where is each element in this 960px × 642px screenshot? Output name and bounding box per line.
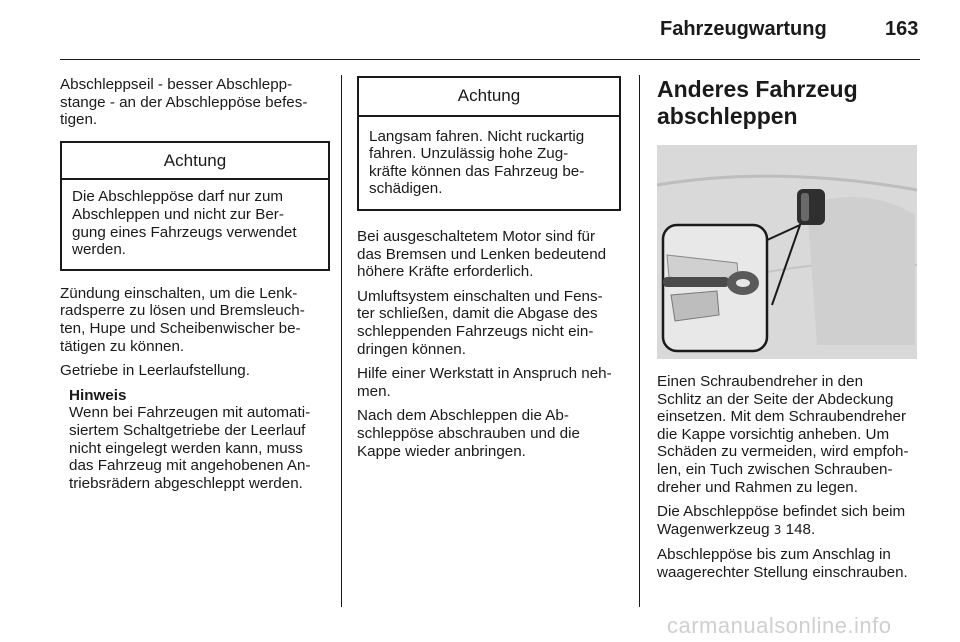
page-number: 163 xyxy=(885,18,919,40)
ignition-paragraph: Zündung einschalten, um die Lenk- radsperre zu lösen und Bremsleuch- ten, Hupe und Scheibenwischer be- tätigen zu können. xyxy=(60,284,305,355)
note-title: Hinweis xyxy=(69,386,127,404)
warning-box-driving xyxy=(357,76,621,211)
tow-eye-figure xyxy=(657,145,917,359)
screw-in-paragraph: Abschleppöse bis zum Anschlag in waagerechter Stellung einschrauben. xyxy=(657,546,908,581)
page-reference-icon[interactable]: 3 xyxy=(773,522,782,537)
page-reference-link[interactable]: 148. xyxy=(781,520,816,538)
warning-box-tow-eye xyxy=(60,141,330,271)
recirculation-paragraph: Umluftsystem einschalten und Fens- ter schließen, damit die Abgase des schleppenden Fahrzeugs nicht ein- dringen können. xyxy=(357,287,603,358)
workshop-paragraph: Hilfe einer Werkstatt in Anspruch neh- men. xyxy=(357,365,612,400)
warning-text: Langsam fahren. Nicht ruckartig fahren. Unzulässig hohe Zug- kräfte können das Fahrzeug be- schädigen. xyxy=(369,127,585,198)
column-1 xyxy=(60,76,330,492)
section-title: Anderes Fahrzeug abschleppen xyxy=(657,76,858,129)
neutral-paragraph: Getriebe in Leerlaufstellung. xyxy=(60,362,250,380)
column-2 xyxy=(357,76,621,467)
warning-title: Achtung xyxy=(62,143,328,181)
screwdriver-paragraph: Einen Schraubendreher in den Schlitz an der Seite der Abdeckung einsetzen. Mit dem Schraubendreher die Kappe vorsichtig anheben. Um Schäden zu vermeiden, wird empfoh- len, ein Tuch zwischen Schrauben- dreher und Rahmen zu legen. xyxy=(657,373,909,496)
note-text: Wenn bei Fahrzeugen mit automati- siertem Schaltgetriebe der Leerlauf nicht eingelegt werden kann, muss das Fahrzeug mit angehobenen An- triebsrädern abgeschleppt werden. xyxy=(69,404,311,492)
header-rule xyxy=(60,59,920,60)
warning-title: Achtung xyxy=(359,78,619,117)
column-divider-right xyxy=(639,75,640,607)
chapter-title: Fahrzeugwartung xyxy=(660,18,827,40)
note-block xyxy=(69,387,330,493)
warning-text: Die Abschleppöse darf nur zum Abschleppen und nicht zur Ber- gung eines Fahrzeugs verwendet werden. xyxy=(72,188,297,259)
tow-eye-location-paragraph: Die Abschleppöse befindet sich beim Wagenwerkzeug 3 148. xyxy=(657,503,906,538)
watermark: carmanualsonline.info xyxy=(667,613,892,638)
column-3 xyxy=(657,76,921,589)
engine-off-paragraph: Bei ausgeschaltetem Motor sind für das Bremsen und Lenken bedeutend höhere Kräfte erforderlich. xyxy=(357,227,607,281)
intro-paragraph: Abschleppseil - besser Abschlepp- stange - an der Abschleppöse befes- tigen. xyxy=(60,76,308,129)
column-divider-left xyxy=(341,75,342,607)
after-towing-paragraph: Nach dem Abschleppen die Ab- schleppöse abschrauben und die Kappe wieder anbringen. xyxy=(357,407,580,460)
